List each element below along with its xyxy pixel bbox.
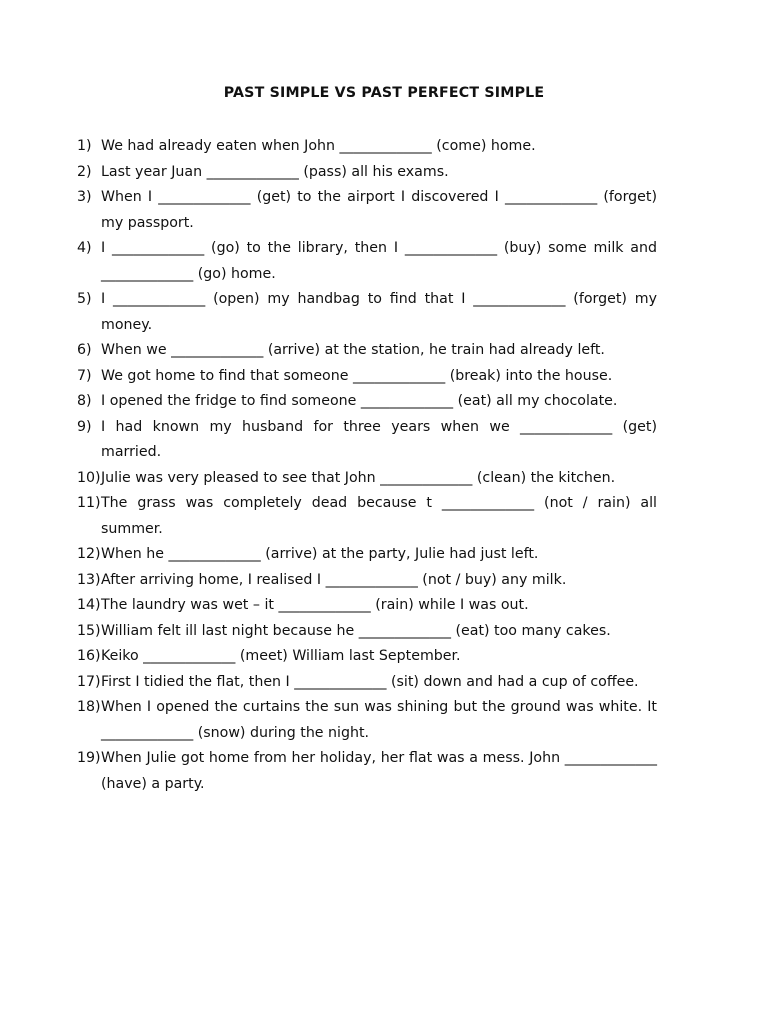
exercise-item	[77, 287, 657, 338]
exercise-number: 16)	[77, 648, 101, 664]
exercise-text: I _____________ (open) my handbag to find that I _____________ (forget) my money.	[101, 291, 657, 333]
exercise-number: 4)	[77, 240, 92, 256]
exercise-item	[77, 389, 657, 415]
exercise-item	[77, 236, 657, 287]
exercise-text: When I opened the curtains the sun was shining but the ground was white. It _____________ (snow) during the night.	[101, 699, 657, 741]
exercise-text: I had known my husband for three years when we _____________ (get) married.	[101, 418, 657, 460]
exercise-number: 10)	[77, 469, 101, 486]
exercise-text: When I _____________ (get) to the airport I discovered I _____________ (forget) my passport.	[101, 189, 657, 231]
exercise-item	[77, 415, 657, 466]
exercise-text: Julie was very pleased to see that John _____________ (clean) the kitchen.	[101, 469, 616, 486]
exercise-text: Keiko _____________ (meet) William last September.	[101, 648, 461, 664]
exercise-number: 12)	[77, 546, 101, 562]
exercise-item	[77, 746, 657, 797]
exercise-number: 15)	[77, 622, 101, 639]
exercise-number: 5)	[77, 291, 92, 307]
worksheet-title: PAST SIMPLE VS PAST PERFECT SIMPLE	[223, 85, 545, 101]
exercise-list	[77, 134, 657, 797]
exercise-text: The laundry was wet – it _____________ (rain) while I was out.	[101, 597, 529, 613]
exercise-item	[77, 542, 657, 568]
exercise-number: 19)	[77, 750, 101, 766]
exercise-number: 18)	[77, 699, 101, 715]
exercise-number: 11)	[77, 495, 101, 511]
exercise-item	[77, 160, 657, 186]
exercise-item	[77, 670, 657, 696]
exercise-text: I _____________ (go) to the library, then I _____________ (buy) some milk and _____________ (go) home.	[101, 240, 657, 282]
exercise-text: After arriving home, I realised I _____________ (not / buy) any milk.	[101, 571, 567, 588]
exercise-number: 8)	[77, 393, 92, 409]
exercise-number: 1)	[77, 138, 92, 154]
exercise-text: I opened the fridge to find someone _____________ (eat) all my chocolate.	[101, 393, 618, 409]
exercise-number: 7)	[77, 367, 92, 384]
exercise-number: 9)	[77, 418, 92, 435]
exercise-text: We had already eaten when John _____________ (come) home.	[101, 138, 536, 154]
exercise-number: 17)	[77, 673, 101, 690]
exercise-text: When Julie got home from her holiday, her flat was a mess. John _____________ (have) a party.	[101, 750, 657, 792]
exercise-item	[77, 619, 657, 645]
exercise-number: 3)	[77, 189, 92, 205]
exercise-item	[77, 364, 657, 390]
exercise-item	[77, 695, 657, 746]
exercise-number: 14)	[77, 597, 101, 613]
exercise-text: When we _____________ (arrive) at the station, he train had already left.	[101, 342, 605, 358]
exercise-text: When he _____________ (arrive) at the party, Julie had just left.	[101, 546, 539, 562]
exercise-text: First I tidied the flat, then I _____________ (sit) down and had a cup of coffee.	[101, 673, 639, 690]
exercise-text: We got home to find that someone _____________ (break) into the house.	[101, 367, 613, 384]
exercise-text: Last year Juan _____________ (pass) all his exams.	[101, 163, 449, 180]
exercise-item	[77, 593, 657, 619]
exercise-number: 13)	[77, 571, 101, 588]
exercise-item	[77, 466, 657, 492]
exercise-item	[77, 491, 657, 542]
exercise-item	[77, 568, 657, 594]
exercise-item	[77, 338, 657, 364]
exercise-item	[77, 644, 657, 670]
exercise-text: The grass was completely dead because t _____________ (not / rain) all summer.	[101, 495, 657, 537]
exercise-number: 6)	[77, 342, 92, 358]
exercise-text: William felt ill last night because he _____________ (eat) too many cakes.	[101, 622, 611, 639]
exercise-item	[77, 185, 657, 236]
exercise-item	[77, 134, 657, 160]
exercise-number: 2)	[77, 163, 92, 180]
